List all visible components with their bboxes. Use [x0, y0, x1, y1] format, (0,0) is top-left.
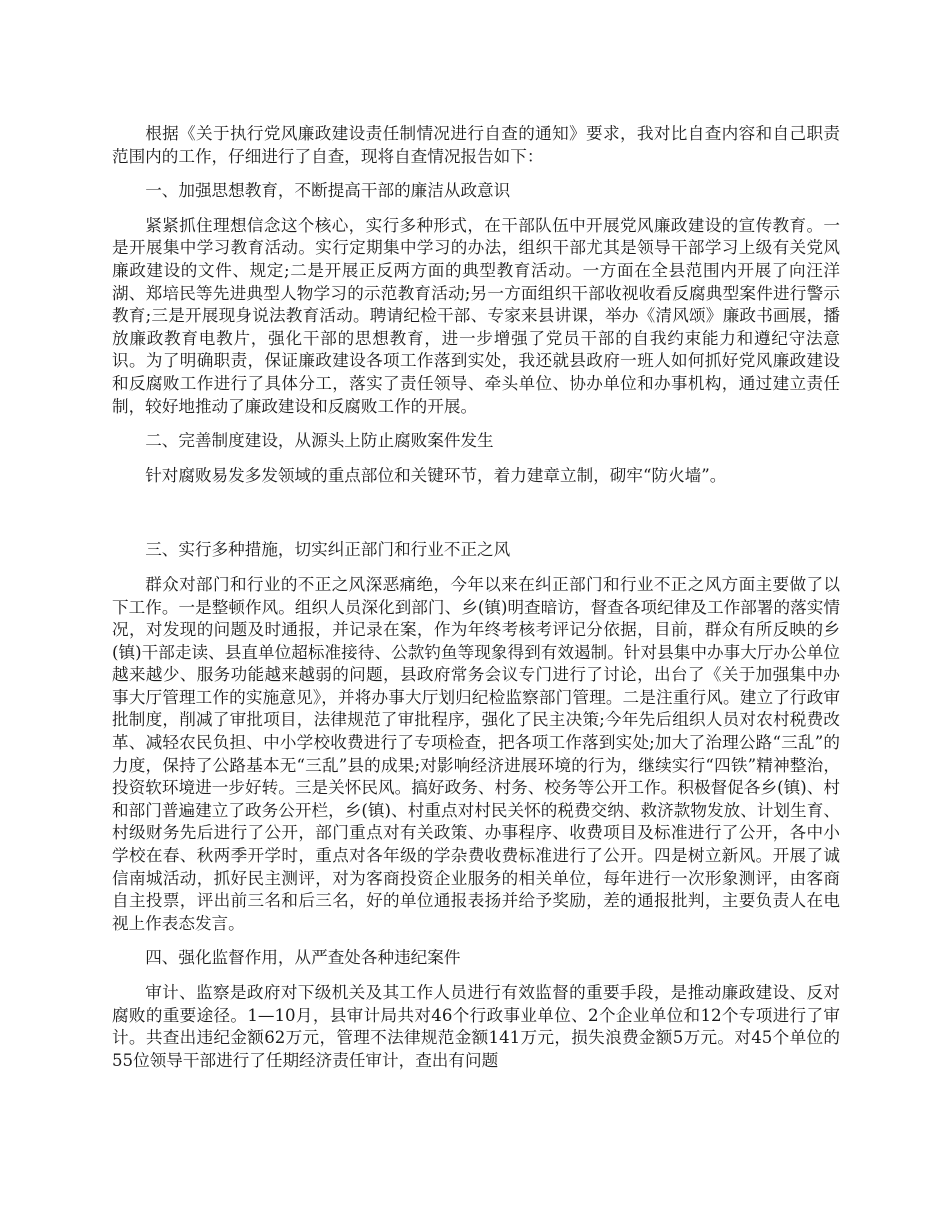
- section-2-heading: 二、完善制度建设，从源头上防止腐败案件发生: [145, 431, 494, 451]
- intro-paragraph: 根据《关于执行党风廉政建设责任制情况进行自查的通知》要求，我对比自查内容和自己职责范围内的工作，仔细进行了自查，现将自查情况报告如下：: [112, 124, 840, 166]
- section-3-heading: 三、实行多种措施，切实纠正部门和行业不正之风: [145, 540, 511, 560]
- section-1-paragraph: 紧紧抓住理想信念这个核心，实行多种形式，在干部队伍中开展党风廉政建设的宣传教育。一是开展集中学习教育活动。实行定期集中学习的办法，组织干部尤其是领导干部学习上级有关党风廉政建设的文件、规定;二是开展正反两方面的典型教育活动。一方面在全县范围内开展了向汪洋湖、郑培民等先进典型人物学习的示范教育活动;另一方面组织干部收视收看反腐典型案件进行警示教育;三是开展现身说法教育活动。聘请纪检干部、专家来县讲课，举办《清风颂》廉政书画展，播放廉政教育电教片，强化干部的思想教育，进一步增强了党员干部的自我约束能力和遵纪守法意识。为了明确职责，保证廉政建设各项工作落到实处，我还就县政府一班人如何抓好党风廉政建设和反腐败工作进行了具体分工，落实了责任领导、牵头单位、协办单位和办事机构，通过建立责任制，较好地推动了廉政建设和反腐败工作的开展。: [112, 215, 840, 416]
- section-4-paragraph: 审计、监察是政府对下级机关及其工作人员进行有效监督的重要手段，是推动廉政建设、反对腐败的重要途径。1—10月，县审计局共对46个行政事业单位、2个企业单位和12个专项进行了审计。共查出违纪金额62万元，管理不法律规范金额141万元，损失浪费金额5万元。对45个单位的55位领导干部进行了任期经济责任审计，查出有问题: [112, 983, 840, 1070]
- section-1-heading: 一、加强思想教育，不断提高干部的廉洁从政意识: [145, 181, 511, 201]
- document-body: [112, 123, 840, 1084]
- section-4-heading: 四、强化监督作用，从严查处各种违纪案件: [145, 948, 461, 968]
- blank-spacer: [112, 499, 840, 539]
- section-3-paragraph: 群众对部门和行业的不正之风深恶痛绝，今年以来在纠正部门和行业不正之风方面主要做了以下工作。一是整顿作风。组织人员深化到部门、乡(镇)明查暗访，督查各项纪律及工作部署的落实情况，对发现的问题及时通报，并记录在案，作为年终考核考评记分依据，目前，群众有所反映的乡(镇)干部走读、县直单位超标准接待、公款钓鱼等现象得到有效遏制。针对县集中办事大厅办公单位越来越少、服务功能越来越弱的问题，县政府常务会议专门进行了讨论，出台了《关于加强集中办事大厅管理工作的实施意见》，并将办事大厅划归纪检监察部门管理。二是注重行风。建立了行政审批制度，削减了审批项目，法律规范了审批程序，强化了民主决策;今年先后组织人员对农村税费改革、减轻农民负担、中小学校收费进行了专项检查，把各项工作落到实处;加大了治理公路“三乱”的力度，保持了公路基本无“三乱”县的成果;对影响经济进展环境的行为，继续实行“四铁”精神整治，投资软环境进一步好转。三是关怀民风。搞好政务、村务、校务等公开工作。积极督促各乡(镇)、村和部门普遍建立了政务公开栏，乡(镇)、村重点对村民关怀的税费交纳、救济款物发放、计划生育、村级财务先后进行了公开，部门重点对有关政策、办事程序、收费项目及标准进行了公开，各中小学校在春、秋两季开学时，重点对各年级的学杂费收费标准进行了公开。四是树立新风。开展了诚信南城活动，抓好民主测评，对为客商投资企业服务的相关单位，每年进行一次形象测评，由客商自主投票，评出前三名和后三名，好的单位通报表扬并给予奖励，差的通报批判，主要负责人在电视上作表态发言。: [112, 574, 840, 933]
- section-2-paragraph: 针对腐败易发多发领域的重点部位和关键环节，着力建章立制，砌牢“防火墙”。: [145, 465, 727, 485]
